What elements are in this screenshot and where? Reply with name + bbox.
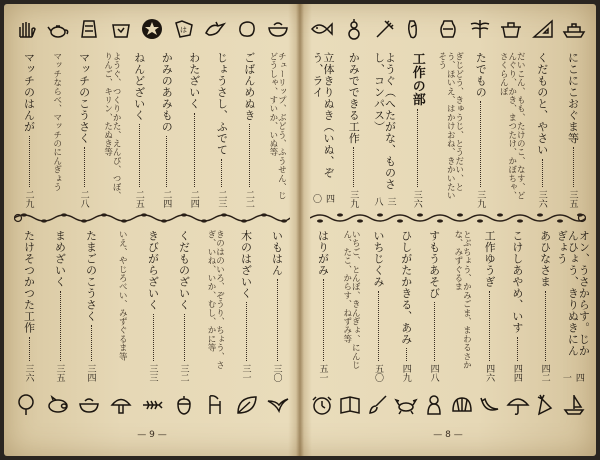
toc-page-number: 三九 — [475, 190, 486, 208]
toc-subitems — [111, 230, 133, 382]
bean-icon — [235, 17, 259, 41]
toc-entry — [156, 52, 178, 208]
left-top-toc — [18, 52, 288, 208]
chair-icon — [203, 393, 227, 417]
toc-page-number: 三六 — [536, 190, 547, 208]
toc-subitems-text: ようぐ、つくりかた、えんぴ、つぼ、りんご、キリン、たぬき等 — [102, 52, 122, 200]
toc-entry-title: ねんどざいく — [132, 52, 146, 121]
toc-entry — [211, 52, 233, 208]
book-gutter — [296, 4, 304, 456]
toc-entry-title: すもうあそび — [427, 230, 441, 299]
toc-subitems-text: チューリップ、ぶどう、ふうせん、じどうしゃ、すいか、いぬ等 — [267, 52, 287, 200]
toc-entry — [506, 230, 528, 382]
toc-entry — [235, 230, 257, 382]
toc-dot-leader — [353, 147, 354, 187]
carrot-icon — [534, 393, 558, 417]
toc-entry — [368, 230, 390, 382]
toc-entry-title: いもはん — [270, 230, 284, 276]
toc-subitems-text: ぎじどう、きゅうじ、とうだい、とう、ほいえ、はかけおね、きかいたいそう — [436, 52, 464, 200]
toc-dot-leader — [323, 279, 324, 361]
crab-icon — [394, 393, 418, 417]
toc-entry-title: マッチのはんが — [22, 52, 36, 133]
toc-dot-leader — [434, 302, 435, 361]
toc-entry — [562, 52, 584, 208]
toc-entry-title: まめざいく — [53, 230, 67, 288]
doll-icon — [422, 393, 446, 417]
book-icon — [338, 393, 362, 417]
toc-subitems — [46, 52, 68, 208]
toc-entry — [49, 230, 71, 382]
swallow-icon — [266, 393, 290, 417]
right-bottom-toc — [312, 230, 591, 382]
toc-page-number: 二九 — [23, 190, 34, 208]
toc-subitems — [498, 52, 526, 208]
left-folio: — 9 — — [137, 430, 167, 440]
mushroom-icon — [109, 393, 133, 417]
toc-entry — [266, 230, 288, 382]
toc-entry-title: たまごのこうさく — [84, 230, 98, 322]
toc-dot-leader — [91, 325, 92, 361]
left-bottom-toc — [18, 230, 288, 382]
fish-icon — [310, 17, 334, 41]
toc-subitems — [436, 52, 464, 208]
shell-icon — [450, 393, 474, 417]
clock-icon — [310, 393, 334, 417]
left-top-icon-row — [14, 12, 290, 46]
banana-icon — [478, 393, 502, 417]
toc-entry-title: オン、うさからす。じかんひょう、きりぬきにんぎょう — [555, 230, 591, 357]
star-icon — [140, 17, 164, 41]
toc-entry-title: くだものと、やさい — [535, 52, 549, 156]
teapot-icon — [46, 17, 70, 41]
toc-entry — [128, 52, 150, 208]
toc-dot-leader — [139, 124, 140, 187]
toc-entry-title: 木のはざいく — [239, 230, 253, 299]
toc-dot-leader — [29, 337, 30, 362]
toc-subitems — [204, 230, 226, 382]
toc-page-number: 二五 — [133, 190, 144, 208]
right-top-icon-row — [310, 12, 586, 46]
toc-entry — [18, 52, 40, 208]
toc-page-number: 二四 — [188, 190, 199, 208]
toc-entry-title: じょうさし、ふでて — [215, 52, 229, 156]
toc-page-number: 四六 — [484, 364, 495, 382]
toc-entry-title: かみでできる工作 — [347, 52, 361, 144]
toc-page-number: 四八 — [428, 364, 439, 382]
toc-page-number: 三三 — [147, 364, 158, 382]
toc-subitems — [266, 52, 288, 208]
toc-page-number: 二八 — [78, 190, 89, 208]
right-folio: — 8 — — [433, 430, 463, 440]
toc-dot-leader — [542, 159, 543, 188]
right-top-toc — [312, 52, 584, 208]
toc-entry-title: はりがみ — [316, 230, 330, 276]
toc-subitems — [101, 52, 123, 208]
toc-subitems-text: とぶちょう、かみごま、まわるさかな、みずぐるま — [452, 230, 472, 370]
left-page — [4, 4, 300, 456]
toc-entry-title: 工作ゆうぎ — [483, 230, 497, 288]
toc-page-number: 四四 — [511, 364, 522, 382]
rake-icon — [373, 17, 397, 41]
toc-dot-leader — [249, 124, 250, 187]
toc-page-number: 三五 — [54, 364, 65, 382]
bird-icon — [203, 17, 227, 41]
toc-dot-leader — [184, 314, 185, 362]
badge-icon — [172, 17, 196, 41]
toc-entry — [534, 230, 556, 382]
toc-entry — [238, 52, 260, 208]
toc-page-number: 五一 — [317, 364, 328, 382]
toc-subitems — [451, 230, 473, 382]
toc-dot-leader — [84, 147, 85, 187]
toc-entry-title: 工作の部 — [409, 52, 425, 106]
pig-icon — [46, 393, 70, 417]
toc-entry — [73, 52, 95, 208]
toc-entry — [555, 230, 591, 382]
toc-page-number: 五〇 — [373, 364, 384, 382]
toc-page-number: 四二 — [539, 364, 550, 382]
toc-entry-title: くだものざいく — [177, 230, 191, 311]
gourd-icon — [342, 17, 366, 41]
toc-entry-title: ようぐ（へたがな、ものさし、コンパス） — [372, 52, 397, 190]
pot-icon — [499, 17, 523, 41]
toc-dot-leader — [60, 291, 61, 362]
toc-page-number: 三四 — [85, 364, 96, 382]
toc-page-number: 三九 — [348, 190, 359, 208]
toc-subitems-text: だいこん、もも、たけのこ、なす、どんぐり、かき、まつたけ、かぼちゃ、さくらんぼ — [498, 52, 526, 200]
toc-dot-leader — [573, 147, 574, 187]
toc-page-number: 二四 — [161, 190, 172, 208]
toc-dot-leader — [406, 348, 407, 361]
dustpan-icon — [109, 17, 133, 41]
toc-entry — [312, 52, 334, 208]
boat-icon — [562, 17, 586, 41]
toc-entry — [343, 52, 365, 208]
jar-icon — [436, 17, 460, 41]
bowl-icon — [266, 17, 290, 41]
toc-dot-leader — [417, 109, 418, 187]
toc-page-number: 三五 — [567, 190, 578, 208]
toc-entry-title: ひしがたかきる、あみ — [399, 230, 413, 345]
toc-subitems-text: マッチならべ、マッチのにんぎょう — [51, 52, 62, 192]
toc-dot-leader — [166, 136, 167, 188]
toc-entry-title: わたざいく — [187, 52, 201, 110]
toc-page-number: 三二 — [178, 364, 189, 382]
toc-dot-leader — [29, 136, 30, 188]
toc-page-number: 四〇 — [311, 193, 334, 203]
toc-entry-title: ごばんめぬき — [242, 52, 256, 121]
toc-page-number: 三六 — [23, 364, 34, 382]
toc-entry-title: にこにこおぐま等 — [566, 52, 580, 144]
right-page — [300, 4, 596, 456]
book-spread — [4, 4, 596, 456]
glove-icon — [14, 17, 38, 41]
left-bottom-icon-row — [14, 388, 290, 422]
umbrella-icon — [506, 393, 530, 417]
toc-page-number: 四九 — [400, 364, 411, 382]
toc-entry-title: 立体きりぬき（いぬ、ぞう、ライ — [311, 52, 335, 179]
toc-dot-leader — [517, 337, 518, 362]
toc-entry — [470, 52, 492, 208]
toc-subitems — [340, 230, 362, 382]
toc-entry — [173, 230, 195, 382]
acorn-icon — [172, 393, 196, 417]
toc-subitems-text: いちご、とんぼ、きんぎょ、にんじん、たこ、からす、ねずみ等 — [341, 230, 361, 370]
dragonfly-icon — [468, 17, 492, 41]
leaf-icon — [235, 393, 259, 417]
toc-entry — [374, 52, 396, 208]
toc-page-number: 三〇 — [271, 364, 282, 382]
sandal-icon — [405, 17, 429, 41]
toc-page-number: 二三 — [216, 190, 227, 208]
vine-divider-left — [14, 210, 290, 226]
toc-entry-title: こけしあやめ、いす — [510, 230, 524, 334]
toc-subitems-text: いえ、やじろべい、みずぐるま等 — [117, 230, 128, 361]
toc-entry-title: たでもの — [474, 52, 488, 98]
toc-dot-leader — [246, 302, 247, 361]
bowl-icon — [77, 393, 101, 417]
toc-entry-title: きびがらざいく — [146, 230, 160, 311]
toc-entry — [183, 52, 205, 208]
svg-text:は: は — [179, 26, 187, 34]
toc-dot-leader — [489, 291, 490, 362]
lantern-icon — [77, 17, 101, 41]
toc-entry — [18, 230, 40, 382]
toc-entry — [479, 230, 501, 382]
toc-dot-leader — [480, 101, 481, 187]
toc-dot-leader — [153, 314, 154, 362]
toc-dot-leader — [378, 291, 379, 362]
toc-section-heading — [404, 52, 430, 208]
toc-page-number: 四一 — [560, 373, 584, 382]
toc-entry — [142, 230, 164, 382]
toc-entry-title: あひなさま — [538, 230, 552, 288]
fishbone-icon — [140, 393, 164, 417]
triangle-ruler-icon — [531, 17, 555, 41]
toc-dot-leader — [194, 113, 195, 188]
vine-divider-right — [310, 210, 586, 226]
sailboat-icon — [562, 393, 586, 417]
toc-dot-leader — [545, 291, 546, 362]
uchiwa-icon — [14, 393, 38, 417]
toc-page-number: 三八 — [372, 196, 396, 206]
toc-entry-title: マッチのこうさく — [77, 52, 91, 144]
toc-entry — [395, 230, 417, 382]
toc-entry-title: かみのあみもの — [160, 52, 174, 133]
toc-subitems-text: きのはのいろ、ぞうり、ちょう、さぎ、いね、いか、むし、かに等 — [206, 230, 225, 370]
toc-page-number: 三一 — [240, 364, 251, 382]
toc-page-number: 三六 — [411, 190, 422, 208]
toc-entry — [423, 230, 445, 382]
toc-entry — [80, 230, 102, 382]
toc-entry — [312, 230, 334, 382]
toc-entry-title: たけそつかつた工作 — [22, 230, 36, 334]
toc-page-number: 二二 — [243, 190, 254, 208]
toc-dot-leader — [221, 159, 222, 188]
toc-entry — [531, 52, 553, 208]
toc-dot-leader — [277, 279, 278, 361]
brush-icon — [366, 393, 390, 417]
right-bottom-icon-row — [310, 388, 586, 422]
toc-entry-title: いちじくみ — [372, 230, 386, 288]
